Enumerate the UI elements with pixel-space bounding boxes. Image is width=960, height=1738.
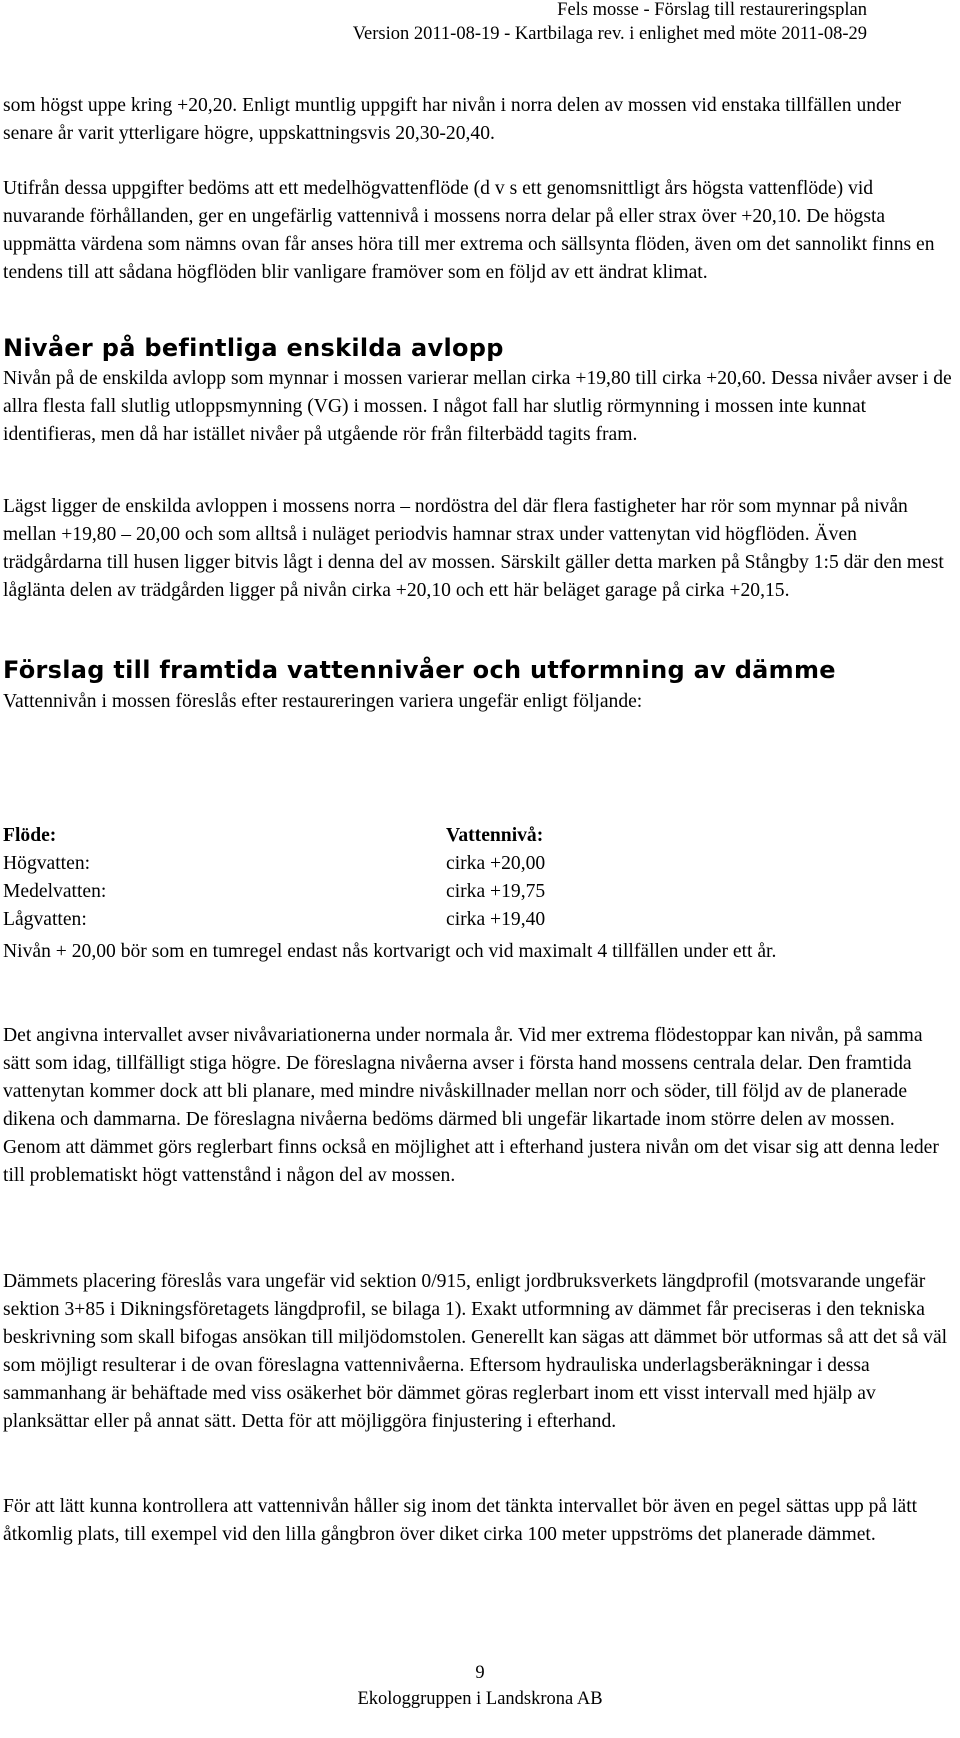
page-number: 9 xyxy=(475,1663,485,1683)
table-cell-flode: Högvatten: xyxy=(3,853,91,874)
paragraph-5: Vattennivån i mossen föreslås efter restaureringen variera ungefär enligt följande: xyxy=(3,691,643,712)
table-header-vattenniva: Vattennivå: xyxy=(446,825,544,846)
paragraph-6: Nivån + 20,00 bör som en tumregel endast nås kortvarigt och vid maximalt 4 tillfällen under ett år. xyxy=(3,941,777,962)
footer-company: Ekologgruppen i Landskrona AB xyxy=(357,1689,603,1709)
paragraph-4: Lägst ligger de enskilda avloppen i mossens norra – nordöstra del där flera fastigheter har rör som mynnar på nivån mellan +19,80 – 20,00 och som alltså i nuläget periodvis hamnar strax under vattenytan vid högflöden. Även trädgårdarna till husen ligger bitvis lågt i denna del av mossen. Särskilt gäller detta marken på Stångby 1:5 där den mest låglänta delen av trädgården ligger på nivån cirka +20,10 och ett här beläget garage på cirka +20,15. xyxy=(3,496,944,601)
paragraph-1: som högst uppe kring +20,20. Enligt muntlig uppgift har nivån i norra delen av mossen vid enstaka tillfällen under senare år varit ytterligare högre, uppskattningsvis 20,30-20,40. xyxy=(3,95,902,144)
heading-framtida-vattennivaer: Förslag till framtida vattennivåer och utformning av dämme xyxy=(3,656,836,684)
header-version: Version 2011-08-19 - Kartbilaga rev. i enlighet med möte 2011-08-29 xyxy=(352,24,867,44)
paragraph-2: Utifrån dessa uppgifter bedöms att ett medelhögvattenflöde (d v s ett genomsnittligt års högsta vattenflöde) vid nuvarande förhållanden, ger en ungefärlig vattennivå i mossens norra delar på eller strax över +20,10. De högsta uppmätta värdena som nämns ovan får anses höra till mer extrema och sällsynta flöden, även om det sannolikt finns en tendens till att sådana högflöden blir vanligare framöver som en följd av ett ändrat klimat. xyxy=(3,178,935,283)
table-header-flode: Flöde: xyxy=(3,825,57,846)
page-header xyxy=(353,0,867,46)
table-cell-niva: cirka +19,40 xyxy=(446,909,546,930)
table-cell-niva: cirka +19,75 xyxy=(446,881,546,902)
paragraph-9: För att lätt kunna kontrollera att vattennivån håller sig inom det tänkta intervallet bör även en pegel sättas upp på lätt åtkomlig plats, till exempel vid den lilla gångbron över diket cirka 100 meter uppströms det planerade dämmet. xyxy=(3,1496,918,1545)
table-cell-flode: Medelvatten: xyxy=(3,881,107,902)
header-title: Fels mosse - Förslag till restaureringsplan xyxy=(557,0,867,20)
table-cell-flode: Lågvatten: xyxy=(3,909,87,930)
heading-enskilda-avlopp: Nivåer på befintliga enskilda avlopp xyxy=(3,334,504,362)
table-cell-niva: cirka +20,00 xyxy=(446,853,546,874)
paragraph-8: Dämmets placering föreslås vara ungefär vid sektion 0/915, enligt jordbruksverkets längdprofil (motsvarande ungefär sektion 3+85 i Dikningsföretagets längdprofil, se bilaga 1). Exakt utformning av dämmet får preciseras i den tekniska beskrivning som skall bifogas ansökan till miljödomstolen. Generellt kan sägas att dämmet bör utformas så att det så väl som möjligt resulterar i de ovan föreslagna vattennivåerna. Eftersom hydrauliska underlagsberäkningar i dessa sammanhang är behäftade med viss osäkerhet bör dämmet göras reglerbart inom ett visst intervall med hjälp av planksättar eller på annat sätt. Detta för att möjliggöra finjustering i efterhand. xyxy=(3,1271,948,1432)
paragraph-7: Det angivna intervallet avser nivåvariationerna under normala år. Vid mer extrema flödestoppar kan nivån, på samma sätt som idag, tillfälligt stiga högre. De föreslagna nivåerna avser i första hand mossens centrala delar. Den framtida vattenytan kommer dock att bli planare, med mindre nivåskillnader mellan norr och söder, till följd av de planerade dikena och dammarna. De föreslagna nivåerna bedöms därmed bli ungefär likartade inom större delen av mossen. Genom att dämmet görs reglerbart finns också en möjlighet att i efterhand justera nivån om det visar sig att denna leder till problematiskt högt vattenstånd i någon del av mossen. xyxy=(3,1025,939,1186)
page-footer xyxy=(0,1660,960,1712)
paragraph-3: Nivån på de enskilda avlopp som mynnar i mossen varierar mellan cirka +19,80 till cirka +20,60. Dessa nivåer avser i de allra flesta fall slutlig utloppsmynning (VG) i mossen. I något fall har slutlig rörmynning i mossen inte kunnat identifieras, men då har istället nivåer på utgående rör från filterbädd tagits fram. xyxy=(3,368,952,445)
